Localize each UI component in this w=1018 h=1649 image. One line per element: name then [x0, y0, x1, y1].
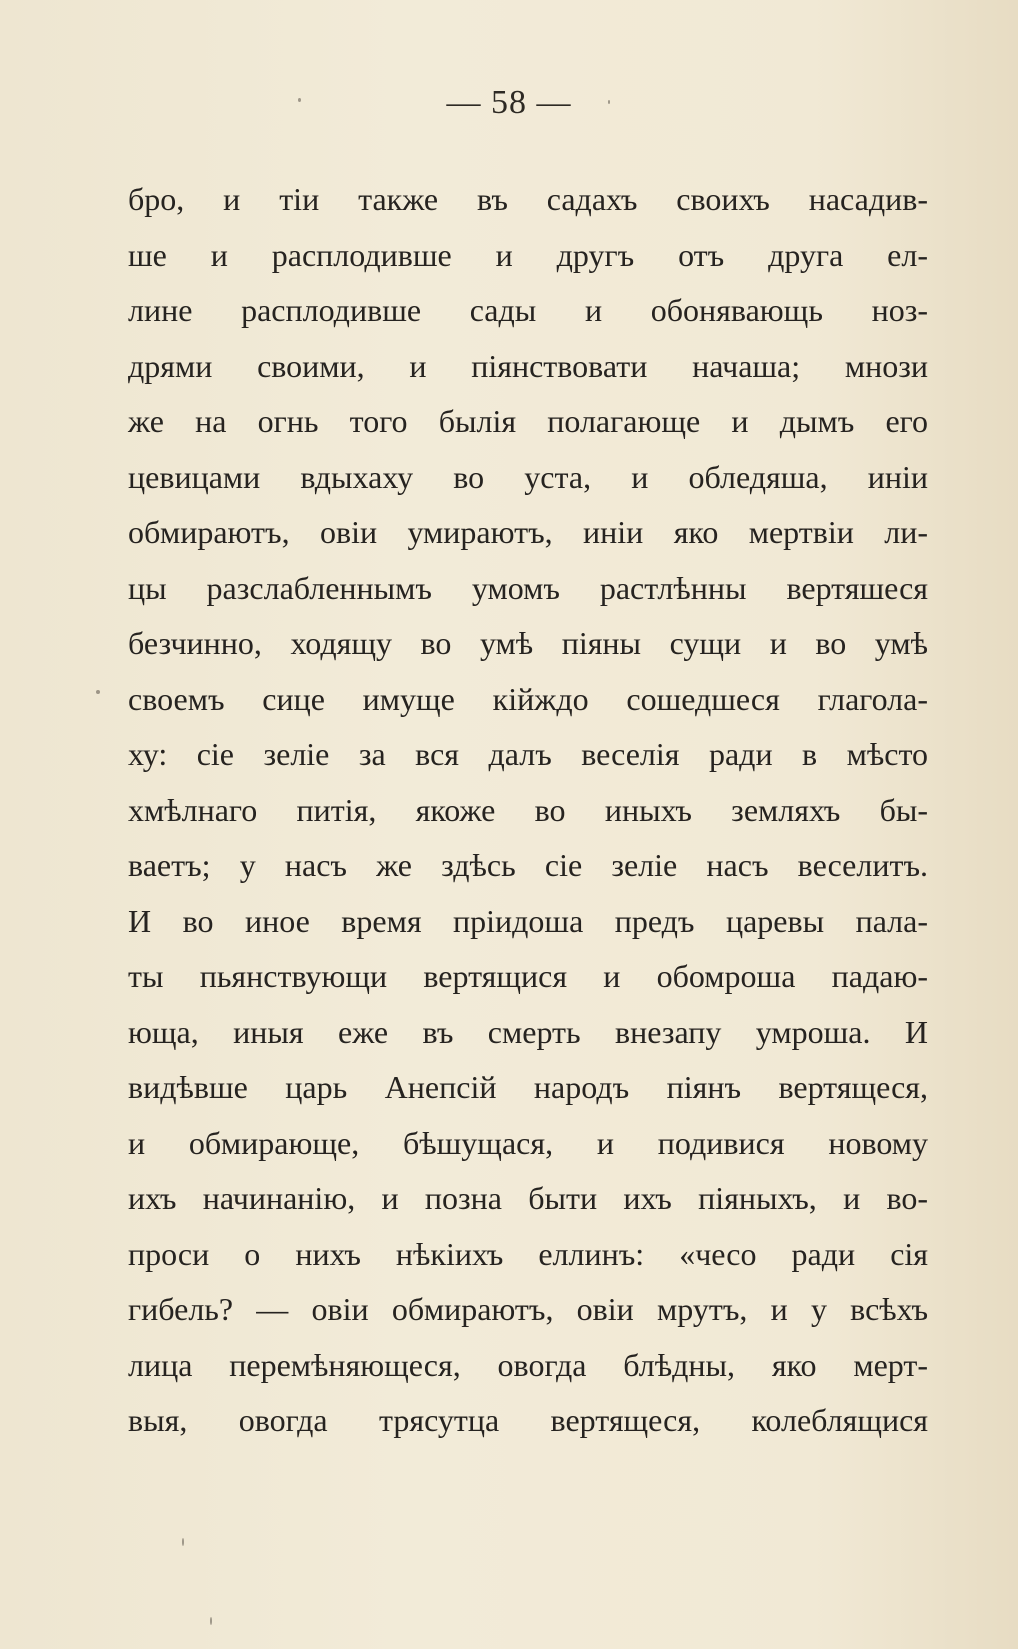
text-line: видѣвше царь Анепсій народъ піянъ вертящеся,	[128, 1069, 928, 1105]
text-line: ты пьянствующи вертящися и обомроша падаю-	[128, 958, 928, 994]
paper-speck	[182, 1538, 184, 1546]
text-line: лица перемѣняющеся, овогда блѣдны, яко мерт-	[128, 1346, 928, 1383]
text-line: цевицами вдыхаху во уста, и обледяша, иніи	[128, 458, 928, 495]
text-line: бро, и тіи также въ садахъ своихъ насадив-	[128, 181, 928, 217]
text-line: и обмирающе, бѣшущася, и подивися новому	[128, 1124, 928, 1161]
text-line: хмѣлнаго питія, якоже во иныхъ земляхъ бы-	[128, 791, 928, 828]
page-body-text	[128, 172, 928, 1449]
paper-speck	[96, 690, 100, 694]
text-line: И во иное время пріидоша предъ царевы пала-	[128, 902, 928, 939]
text-line: проси о нихъ нѣкіихъ еллинъ: «чесо ради сія	[128, 1235, 928, 1272]
text-line: гибель? — овіи обмираютъ, овіи мрутъ, и у всѣхъ	[128, 1291, 928, 1327]
text-line: юща, иныя еже въ смерть внезапу умроша. И	[128, 1013, 928, 1050]
text-line: же на огнь того былія полагающе и дымъ его	[128, 403, 928, 439]
page-number: — 58 —	[446, 84, 572, 121]
text-line: ше и расплодивше и другъ отъ друга ел-	[128, 236, 928, 273]
paper-speck	[298, 98, 301, 102]
text-line: ваетъ; у насъ же здѣсь сіе зеліе насъ веселитъ.	[128, 847, 928, 883]
text-line: обмираютъ, овіи умираютъ, иніи яко мертвіи ли-	[128, 514, 928, 550]
paper-speck	[608, 100, 610, 104]
text-line: своемъ сице имуще кійждо сошедшеся глагола-	[128, 680, 928, 717]
text-line: выя, овогда трясутца вертящеся, колеблящися	[128, 1402, 928, 1438]
paper-speck	[210, 1617, 212, 1625]
text-line: безчинно, ходящу во умѣ піяны сущи и во умѣ	[128, 625, 928, 661]
text-line: дрями своими, и піянствовати начаша; мнози	[128, 347, 928, 384]
text-line: лине расплодивше сады и обонявающь ноз-	[128, 292, 928, 328]
text-line: ху: сіе зеліе за вся далъ веселія ради в мѣсто	[128, 736, 928, 772]
text-line: ихъ начинанію, и позна быти ихъ піяныхъ, и во-	[128, 1180, 928, 1216]
text-line: цы разслабленнымъ умомъ растлѣнны вертяшеся	[128, 569, 928, 606]
